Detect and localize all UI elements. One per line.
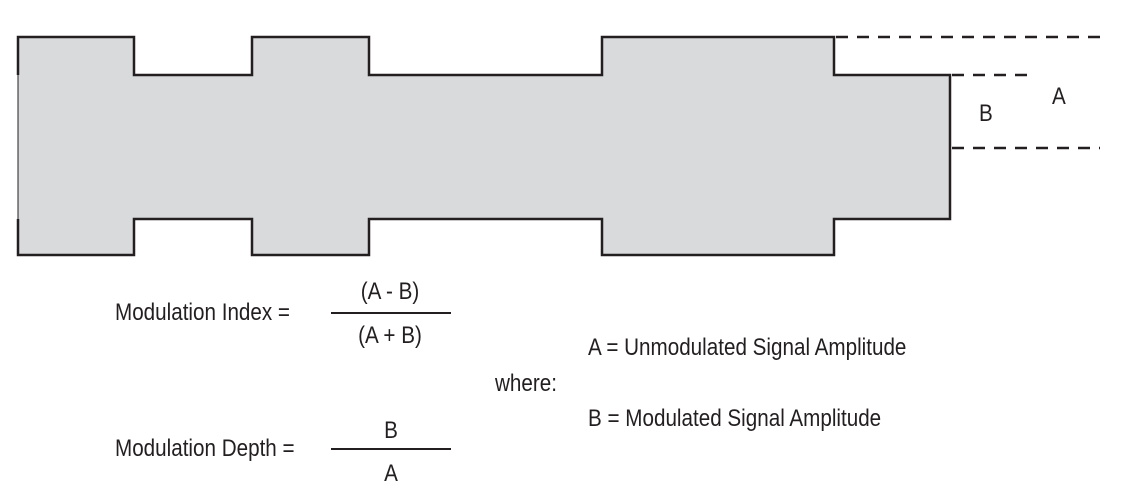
legend-b-definition: B = Modulated Signal Amplitude bbox=[588, 405, 882, 432]
modulation-depth-label: Modulation Depth = bbox=[115, 435, 295, 462]
amplitude-label-b: B bbox=[979, 100, 993, 127]
signal-envelope bbox=[18, 37, 950, 255]
modulation-index-label: Modulation Index = bbox=[115, 299, 290, 326]
modulation-index-fraction-bar bbox=[331, 312, 451, 314]
legend-a-definition: A = Unmodulated Signal Amplitude bbox=[588, 334, 907, 361]
modulation-depth-denominator: A bbox=[384, 460, 398, 487]
modulation-index-numerator: (A - B) bbox=[360, 278, 420, 305]
where-label: where: bbox=[495, 370, 557, 397]
modulation-depth-fraction-bar bbox=[331, 448, 451, 450]
modulation-depth-numerator: B bbox=[384, 417, 398, 444]
modulation-index-denominator: (A + B) bbox=[358, 322, 422, 349]
amplitude-label-a: A bbox=[1052, 83, 1066, 110]
